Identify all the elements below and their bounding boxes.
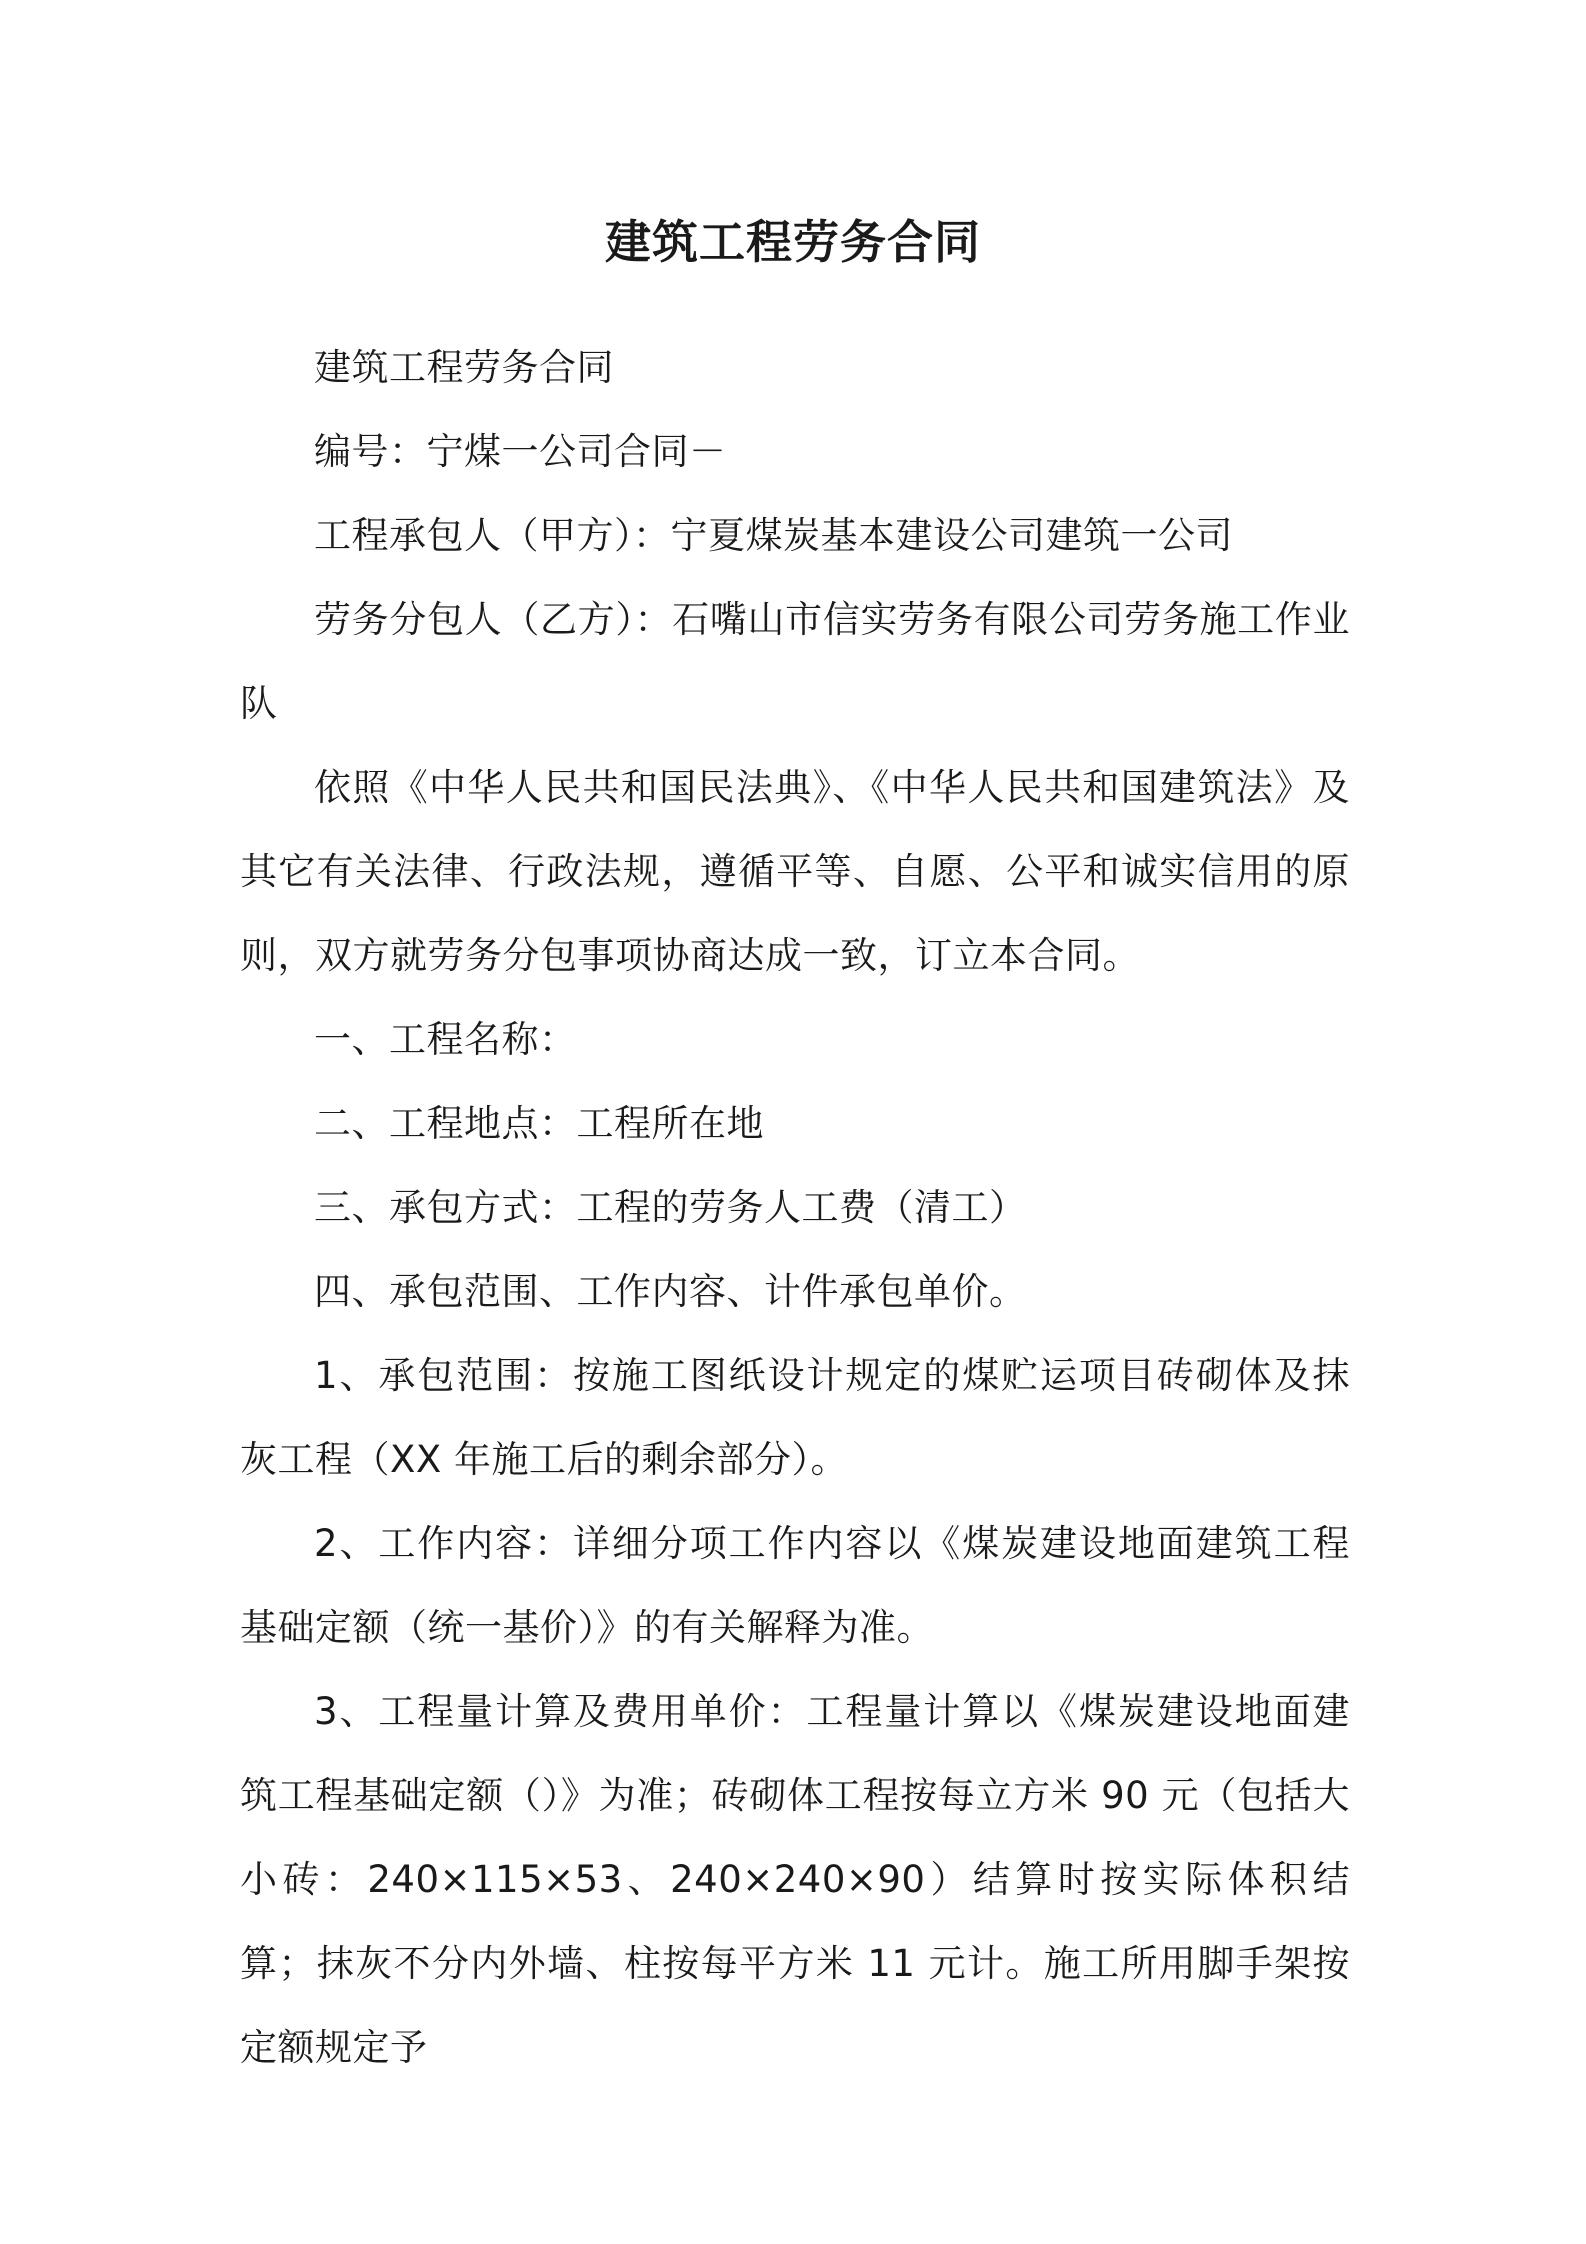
paragraph-quantity-pricing: 3、工程量计算及费用单价：工程量计算以《煤炭建设地面建筑工程基础定额（）》为准；砖砌体工程按每立方米 90 元（包括大小砖：240×115×53、240×240×90）结算时按实际体积结算；抹灰不分内外墙、柱按每平方米 11 元计。施工所用脚手架按定额规定予: [240, 1690, 1350, 2069]
document-body: [240, 326, 1350, 2090]
paragraph-project-location: 二、工程地点：工程所在地: [314, 1102, 764, 1145]
paragraph-scope-heading: 四、承包范围、工作内容、计件承包单价。: [314, 1270, 1027, 1313]
paragraph-party-b: 劳务分包人（乙方）：石嘴山市信实劳务有限公司劳务施工作业队: [240, 598, 1350, 725]
paragraph-project-name: 一、工程名称：: [314, 1018, 577, 1061]
paragraph-scope: 1、承包范围：按施工图纸设计规定的煤贮运项目砖砌体及抹灰工程（XX 年施工后的剩余部分）。: [240, 1354, 1350, 1481]
paragraph-contract-number: 编号：宁煤一公司合同－: [314, 430, 727, 473]
paragraph-work-content: 2、工作内容：详细分项工作内容以《煤炭建设地面建筑工程基础定额（统一基价）》的有关解释为准。: [240, 1522, 1350, 1649]
paragraph-legal-basis: 依照《中华人民共和国民法典》、《中华人民共和国建筑法》及其它有关法律、行政法规，遵循平等、自愿、公平和诚实信用的原则，双方就劳务分包事项协商达成一致，订立本合同。: [240, 766, 1350, 977]
paragraph-contract-method: 三、承包方式：工程的劳务人工费（清工）: [314, 1186, 1027, 1229]
document-title: 建筑工程劳务合同: [605, 215, 981, 269]
paragraph-party-a: 工程承包人（甲方）：宁夏煤炭基本建设公司建筑一公司: [314, 514, 1233, 557]
paragraph-contract-heading: 建筑工程劳务合同: [314, 346, 614, 389]
